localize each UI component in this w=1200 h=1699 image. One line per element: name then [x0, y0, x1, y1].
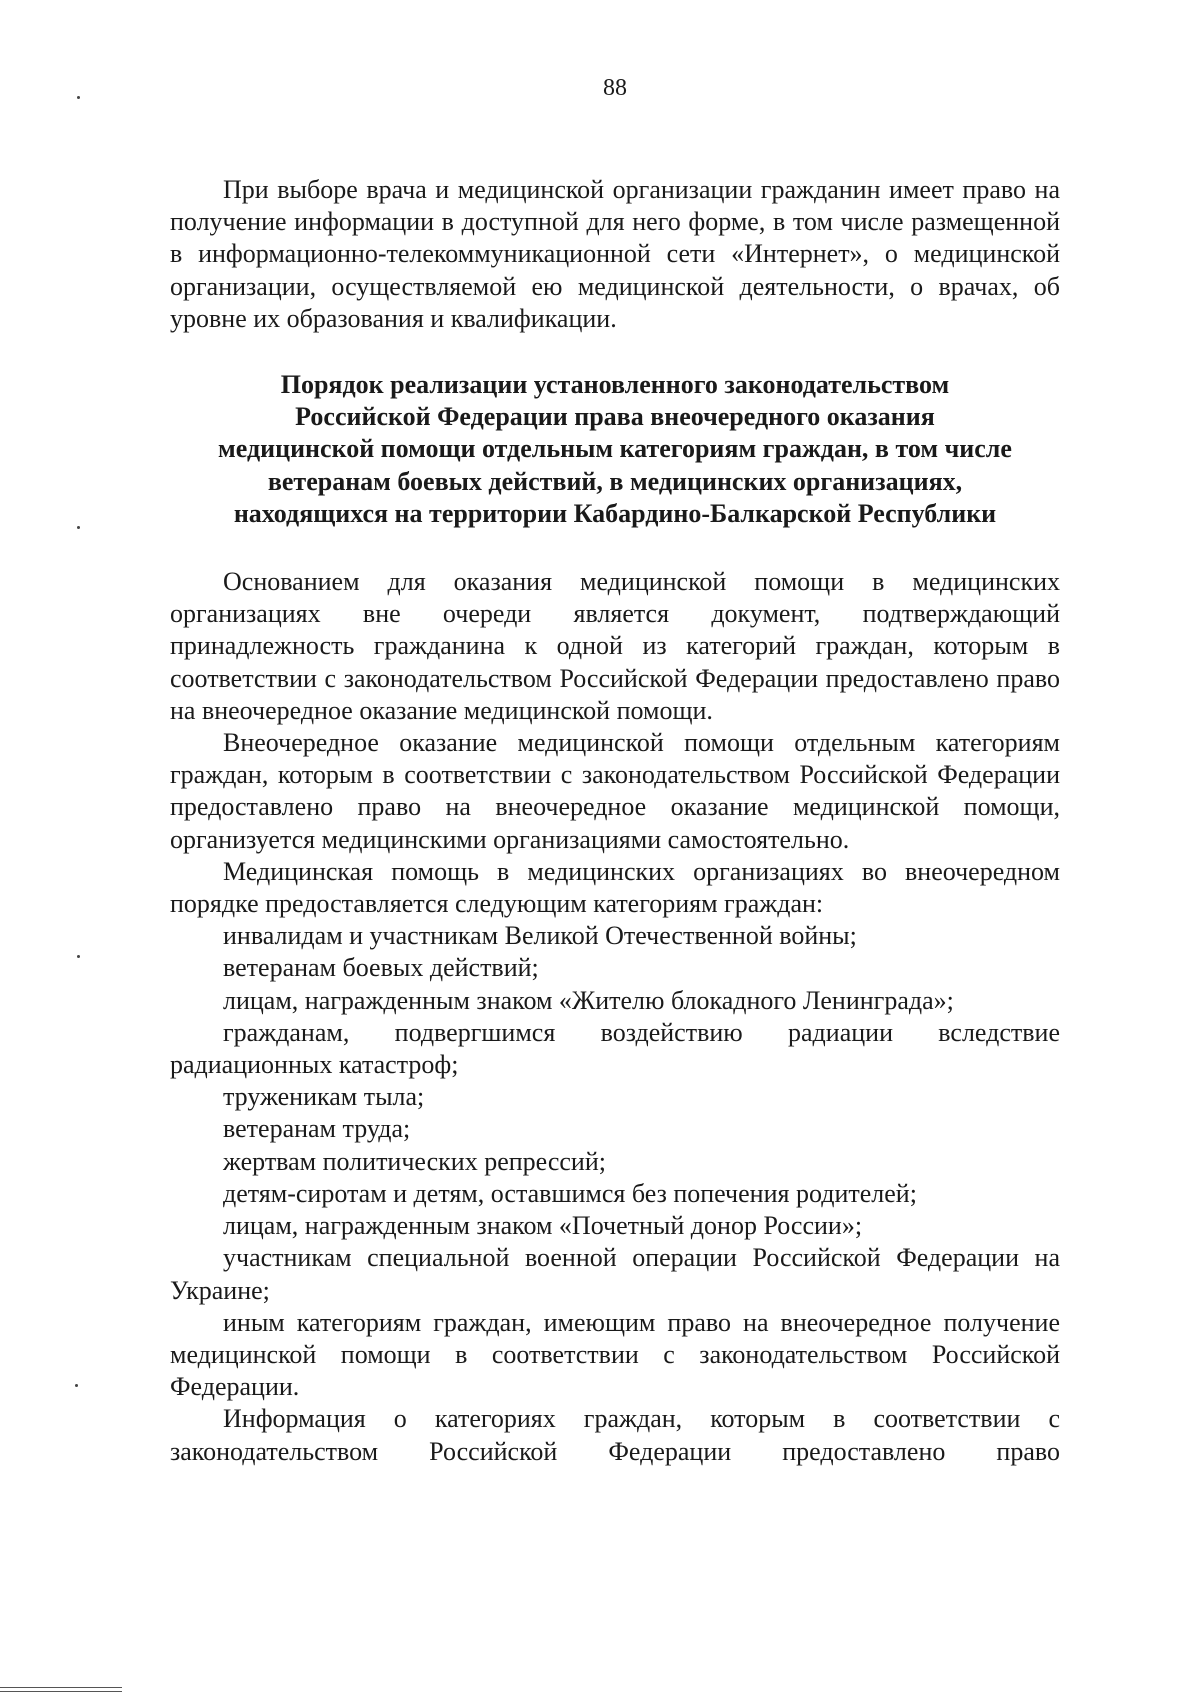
list-item: детям-сиротам и детям, оставшимся без попечения родителей; — [223, 1178, 917, 1208]
scan-edge-line — [0, 1687, 122, 1688]
list-item: ветеранам боевых действий; — [223, 953, 539, 983]
paragraph: Внеочередное оказание медицинской помощи отдельным категориям граждан, которым в соответствии с законодательством Российской Федерации предоставлено право на внеочередное оказание медицинской помощи, организуется медицинскими организациями самостоятельно. — [170, 728, 1060, 854]
heading-line: Порядок реализации установленного законодательством — [280, 370, 950, 400]
heading-line: ветеранам боевых действий, в медицинских организациях, — [267, 466, 963, 496]
scan-dot — [77, 526, 80, 529]
heading-line: Российской Федерации права внеочередного оказания — [295, 402, 935, 432]
list-item: жертвам политических репрессий; — [223, 1146, 606, 1176]
list-item: гражданам, подвергшимся воздействию радиации вследствие радиационных катастроф; — [170, 1017, 1060, 1080]
scan-dot — [75, 1384, 78, 1387]
list-item: труженикам тыла; — [223, 1082, 425, 1112]
closing-paragraph: Информация о категориях граждан, которым в соответствии с законодательством Российской Федерации предоставлено право — [170, 1404, 1060, 1466]
list-item: инвалидам и участникам Великой Отечественной войны; — [223, 921, 857, 951]
list-item: ветеранам труда; — [223, 1114, 411, 1144]
document-body — [170, 174, 1060, 1468]
heading-line: медицинской помощи отдельным категориям граждан, в том числе — [218, 434, 1012, 464]
scan-dot — [77, 96, 80, 99]
scan-dot — [77, 955, 80, 958]
list-item: иным категориям граждан, имеющим право на внеочередное получение медицинской помощи в соответствии с законодательством Российской Федерации. — [170, 1307, 1060, 1402]
section-heading — [170, 369, 1060, 530]
paragraph: Медицинская помощь в медицинских организациях во внеочередном порядке предоставляется следующим категориям граждан: — [170, 856, 1060, 919]
page-number: 88 — [603, 75, 627, 101]
list-item: лицам, награжденным знаком «Жителю блокадного Ленинграда»; — [223, 985, 954, 1015]
category-list — [170, 920, 1060, 1403]
paragraph: Основанием для оказания медицинской помощи в медицинских организациях вне очереди является документ, подтверждающий принадлежность гражданина к одной из категорий граждан, которым в соответствии с законодательством Российской Федерации предоставлено право на внеочередное оказание медицинской помощи. — [170, 567, 1060, 725]
list-item: лицам, награжденным знаком «Почетный донор России»; — [223, 1211, 863, 1241]
heading-line: находящихся на территории Кабардино-Балкарской Республики — [233, 498, 997, 528]
intro-paragraph: При выборе врача и медицинской организации гражданин имеет право на получение информации в доступной для него форме, в том числе размещенной в информационно-телекоммуникационной сети «Интернет», о медицинской организации, осуществляемой ею медицинской деятельности, о врачах, об уровне их образования и квалификации. — [170, 175, 1060, 333]
scan-edge-line — [0, 1691, 122, 1692]
list-item: участникам специальной военной операции Российской Федерации на Украине; — [170, 1243, 1060, 1305]
